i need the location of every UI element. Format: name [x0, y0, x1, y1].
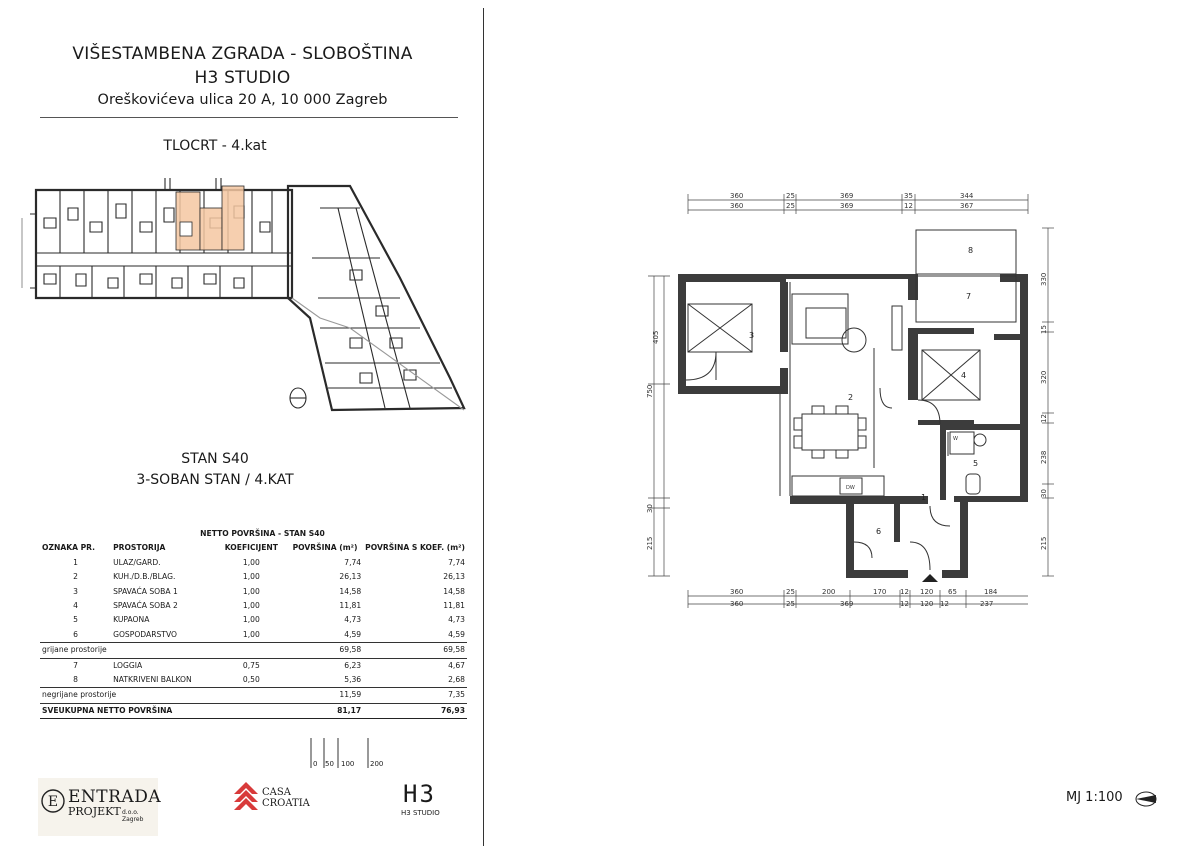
table-row: 1 ULAZ/GARD. 1,00 7,74 7,74 — [73, 557, 465, 567]
dim-label: 65 — [948, 588, 957, 596]
dim-label: 12 — [900, 600, 909, 608]
table-row: 7 LOGGIA 0,75 6,23 4,67 — [73, 660, 465, 670]
room-label-1: 1 — [921, 493, 927, 502]
dim-label: 360 — [730, 202, 744, 210]
floor-plan-label: TLOCRT - 4.kat — [163, 138, 267, 154]
table-row: 6 GOSPODARSTVO 1,00 4,59 4,59 — [73, 629, 465, 639]
north-arrow-icon — [1134, 790, 1158, 808]
plan-scale: MJ 1:100 — [1066, 790, 1123, 805]
room-label-7: 7 — [966, 292, 972, 301]
room-label-5: 5 — [973, 459, 979, 468]
table-row: 3 SPAVAĆA SOBA 1 1,00 14,58 14,58 — [73, 586, 465, 596]
dim-label: 320 — [1040, 370, 1048, 384]
unheated-subtotal-row: negrijane prostorije 11,59 7,35 — [40, 688, 467, 703]
entrada-emblem-icon — [40, 788, 66, 814]
table-row: 2 KUH./D.B./BLAG. 1,00 26,13 26,13 — [73, 572, 465, 582]
casa-emblem-icon — [232, 780, 260, 812]
dim-label: 30 — [646, 504, 654, 513]
project-title: VIŠESTAMBENA ZGRADA - SLOBOŠTINA — [72, 44, 413, 64]
dim-label: 369 — [840, 600, 854, 608]
dim-label: 200 — [822, 588, 836, 596]
room-label-6: 6 — [876, 527, 882, 536]
table-header: PROSTORIJA — [113, 543, 166, 553]
entrada-logo: E ENTRADA PROJEKT d.o.o. Zagreb — [38, 778, 158, 836]
floor-plan — [630, 188, 1070, 608]
dim-label: 25 — [786, 600, 795, 608]
scale-label: 50 — [325, 760, 334, 768]
dim-label: 369 — [840, 202, 854, 210]
table-caption: NETTO POVRŠINA - STAN S40 — [200, 529, 325, 538]
table-row: 5 KUPAONA 1,00 4,73 4,73 — [73, 615, 465, 625]
dim-label: 360 — [730, 588, 744, 596]
room-label-2: 2 — [848, 393, 854, 402]
highlighted-apartment — [176, 192, 200, 250]
total-row: SVEUKUPNA NETTO POVRŠINA 81,17 76,93 — [40, 703, 467, 718]
room-label-3: 3 — [749, 331, 755, 340]
casa-croatia-logo: CASA CROATIA — [232, 780, 312, 816]
dim-label: 12 — [904, 202, 913, 210]
dim-label: 215 — [1040, 536, 1048, 550]
dim-label: 25 — [786, 202, 795, 210]
washer-label: W — [953, 436, 958, 442]
table-header: OZNAKA PR. — [42, 543, 96, 553]
area-table — [40, 527, 467, 719]
dim-label: 12 — [940, 600, 949, 608]
dim-label: 238 — [1040, 450, 1048, 464]
dishwasher-label: DW — [846, 485, 855, 491]
dim-label: 120 — [920, 600, 934, 608]
dim-label: 237 — [980, 600, 994, 608]
dim-label: 360 — [730, 600, 744, 608]
dim-label: 120 — [920, 588, 934, 596]
dim-label: 184 — [984, 588, 998, 596]
svg-text:E: E — [47, 794, 59, 810]
header-divider — [40, 117, 458, 118]
entrance-arrow-icon — [922, 574, 938, 582]
apartment-name: STAN S40 — [181, 451, 249, 467]
room-label-8: 8 — [968, 246, 974, 255]
table-header: KOEFICIJENT — [224, 543, 278, 553]
dim-label: 170 — [873, 588, 887, 596]
dim-label: 25 — [786, 192, 795, 200]
scale-label: 0 — [313, 760, 318, 768]
key-plan — [20, 178, 470, 418]
dim-label: 369 — [840, 192, 854, 200]
dim-label: 215 — [646, 536, 654, 550]
project-address: Oreškovićeva ulica 20 A, 10 000 Zagreb — [97, 92, 388, 108]
table-header: POVRŠINA S KOEF. (m²) — [365, 543, 465, 553]
h3-studio-logo: H3 H3 STUDIO — [401, 780, 440, 817]
dim-label: 367 — [960, 202, 974, 210]
table-header: POVRŠINA (m²) — [292, 543, 358, 553]
dim-label: 344 — [960, 192, 974, 200]
scale-label: 200 — [370, 760, 384, 768]
dim-label: 360 — [730, 192, 744, 200]
dim-label: 12 — [900, 588, 909, 596]
dim-label: 30 — [1040, 489, 1048, 498]
scale-label: 100 — [341, 760, 355, 768]
heated-subtotal-row: grijane prostorije 69,58 69,58 — [40, 643, 467, 658]
dim-label: 35 — [904, 192, 913, 200]
table-row: 8 NATKRIVENI BALKON 0,50 5,36 2,68 — [73, 675, 465, 685]
dim-label: 12 — [1040, 414, 1048, 423]
room-label-4: 4 — [961, 371, 967, 380]
table-row: 4 SPAVAĆA SOBA 2 1,00 11,81 11,81 — [73, 601, 465, 611]
studio-name: H3 STUDIO — [194, 68, 291, 88]
dim-label: 405 — [652, 330, 660, 344]
dim-label: 25 — [786, 588, 795, 596]
dim-label: 330 — [1040, 272, 1048, 286]
dim-label: 15 — [1040, 325, 1048, 334]
apartment-type: 3-SOBAN STAN / 4.KAT — [136, 472, 294, 488]
sheet-divider — [483, 8, 484, 846]
dim-label: 750 — [646, 384, 654, 398]
